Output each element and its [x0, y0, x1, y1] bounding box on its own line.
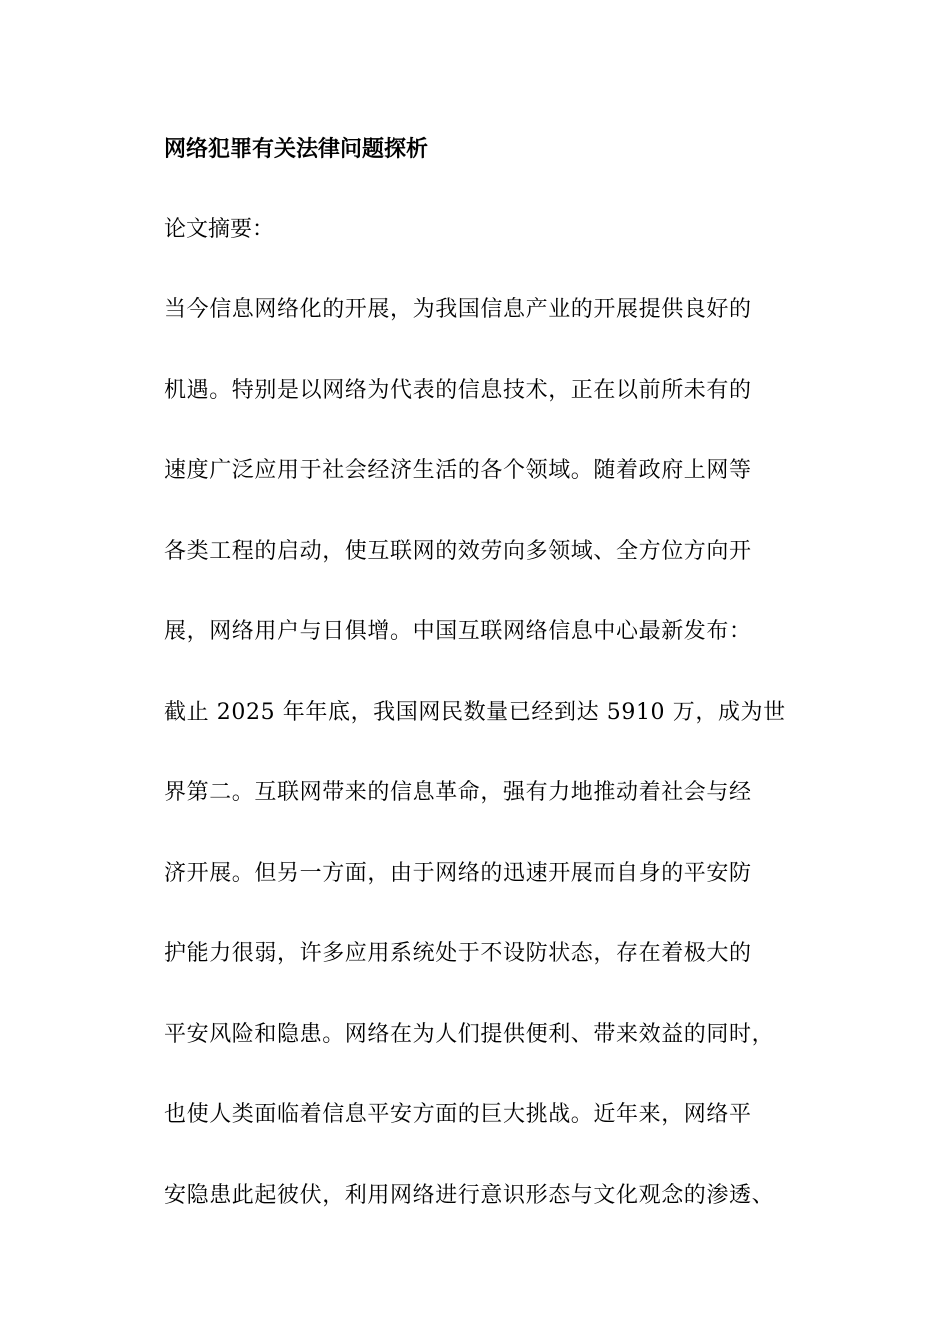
body-line: 安隐患此起彼伏，利用网络进行意识形态与文化观念的渗透、: [164, 1182, 775, 1208]
body-line: 各类工程的启动，使互联网的效劳向多领域、全方位方向开: [164, 538, 752, 564]
body-line: 护能力很弱，许多应用系统处于不设防状态，存在着极大的: [164, 941, 752, 966]
body-line: 界第二。互联网带来的信息革命，强有力地推动着社会与经: [164, 780, 752, 805]
body-line: 济开展。但另一方面，由于网络的迅速开展而自身的平安防: [164, 860, 752, 886]
body-line: 机遇。特别是以网络为代表的信息技术，正在以前所未有的: [164, 377, 752, 403]
body-line: 平安风险和隐患。网络在为人们提供便利、带来效益的同时，: [164, 1021, 775, 1047]
body-line: 速度广泛应用于社会经济生活的各个领域。随着政府上网等: [164, 458, 752, 483]
body-line: 也使人类面临着信息平安方面的巨大挑战。近年来，网络平: [164, 1102, 752, 1127]
abstract-body: [164, 294, 804, 1260]
body-line: 当今信息网络化的开展，为我国信息产业的开展提供良好的: [164, 297, 752, 322]
abstract-label: 论文摘要：: [164, 217, 275, 242]
body-line: 截止 2025 年年底，我国网民数量已经到达 5910 万，成为世: [164, 699, 786, 725]
document-title: 网络犯罪有关法律问题探析: [164, 136, 429, 162]
body-line: 展，网络用户与日俱增。中国互联网络信息中心最新发布：: [164, 619, 752, 644]
